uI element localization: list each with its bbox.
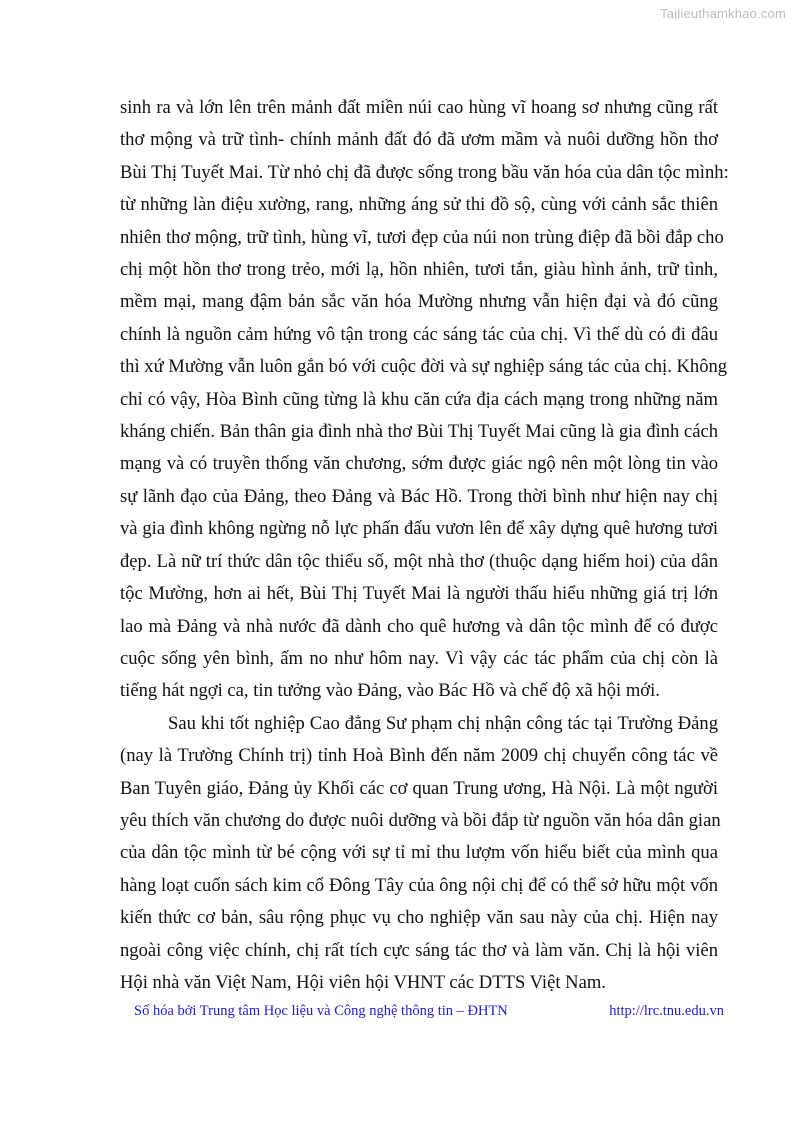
- footer-url[interactable]: http://lrc.tnu.edu.vn: [609, 1003, 724, 1019]
- text-line: kiến thức cơ bản, sâu rộng phục vụ cho nghiệp văn sau này của chị. Hiện nay: [120, 907, 718, 929]
- text-line: tộc Mường, hơn ai hết, Bùi Thị Tuyết Mai là người thấu hiểu những giá trị lớn: [120, 583, 718, 605]
- text-line: mạng và có truyền thống văn chương, sớm được giác ngộ nên một lòng tin vào: [120, 453, 718, 475]
- text-line: yêu thích văn chương do được nuôi dưỡng và bồi đắp từ nguồn văn hóa dân gian: [120, 809, 721, 831]
- text-line: từ những làn điệu xường, rang, những áng sử thi đồ sộ, cùng với cảnh sắc thiên: [120, 194, 718, 216]
- text-line: hàng loạt cuốn sách kim cổ Đông Tây của ông nội chị để có thể sở hữu một vốn: [120, 874, 718, 896]
- text-line: Sau khi tốt nghiệp Cao đẳng Sư phạm chị nhận công tác tại Trường Đảng: [168, 712, 718, 734]
- text-line: và gia đình không ngừng nỗ lực phấn đấu vươn lên để xây dựng quê hương tươi: [120, 518, 718, 540]
- text-line: tiếng hát ngợi ca, tin tưởng vào Đảng, vào Bác Hồ và chế độ xã hội mới.: [120, 680, 660, 702]
- text-line: Ban Tuyên giáo, Đảng ủy Khối các cơ quan Trung ương, Hà Nội. Là một người: [120, 777, 718, 799]
- paragraph: [120, 92, 729, 708]
- text-line: cuộc sống yên bình, ấm no như hôm nay. Vì vậy các tác phẩm của chị còn là: [120, 647, 718, 669]
- text-line: đẹp. Là nữ trí thức dân tộc thiểu số, một nhà thơ (thuộc dạng hiếm hoi) của dân: [120, 550, 718, 572]
- text-line: Bùi Thị Tuyết Mai. Từ nhỏ chị đã được sống trong bầu văn hóa của dân tộc mình:: [120, 161, 729, 183]
- footer-credit: Số hóa bởi Trung tâm Học liệu và Công nghệ thông tin – ĐHTN: [134, 1003, 508, 1019]
- text-line: mềm mại, mang đậm bản sắc văn hóa Mường nhưng vẫn hiện đại và đó cũng: [120, 291, 718, 313]
- text-line: lao mà Đảng và nhà nước đã dành cho quê hương và dân tộc mình để có được: [120, 615, 718, 637]
- text-line: chính là nguồn cảm hứng vô tận trong các sáng tác của chị. Vì thế dù có đi đâu: [120, 323, 718, 345]
- text-line: kháng chiến. Bản thân gia đình nhà thơ Bùi Thị Tuyết Mai cũng là gia đình cách: [120, 421, 718, 443]
- text-line: (nay là Trường Chính trị) tỉnh Hoà Bình đến năm 2009 chị chuyển công tác về: [120, 745, 718, 767]
- text-line: sinh ra và lớn lên trên mảnh đất miền núi cao hùng vĩ hoang sơ nhưng cũng rất: [120, 97, 718, 118]
- page-footer: [134, 1003, 724, 1020]
- text-line: của dân tộc mình từ bé cộng với sự tỉ mỉ thu lượm vốn hiểu biết của mình qua: [120, 842, 718, 864]
- text-line: thơ mộng và trữ tình- chính mảnh đất đó đã ươm mầm và nuôi dưỡng hồn thơ: [120, 129, 718, 151]
- paragraph: [120, 708, 721, 1000]
- text-line: chỉ có vậy, Hòa Bình cũng từng là khu căn cứa địa cách mạng trong những năm: [120, 388, 718, 410]
- text-line: thì xứ Mường vẫn luôn gắn bó với cuộc đời và sự nghiệp sáng tác của chị. Không: [120, 356, 728, 378]
- text-line: Hội nhà văn Việt Nam, Hội viên hội VHNT các DTTS Việt Nam.: [120, 971, 606, 993]
- text-line: sự lãnh đạo của Đảng, theo Đảng và Bác Hồ. Trong thời bình như hiện nay chị: [120, 485, 718, 507]
- text-line: nhiên thơ mộng, trữ tình, hùng vĩ, tươi đẹp của núi non trùng điệp đã bồi đắp cho: [120, 226, 724, 248]
- watermark: Tailieuthamkhao.com: [660, 6, 786, 21]
- text-line: chị một hồn thơ trong trẻo, mới lạ, hồn nhiên, tươi tắn, giàu hình ảnh, trữ tình,: [120, 259, 718, 281]
- body-text: [120, 92, 729, 999]
- text-line: ngoài công việc chính, chị rất tích cực sáng tác thơ và làm văn. Chị là hội viên: [120, 939, 718, 961]
